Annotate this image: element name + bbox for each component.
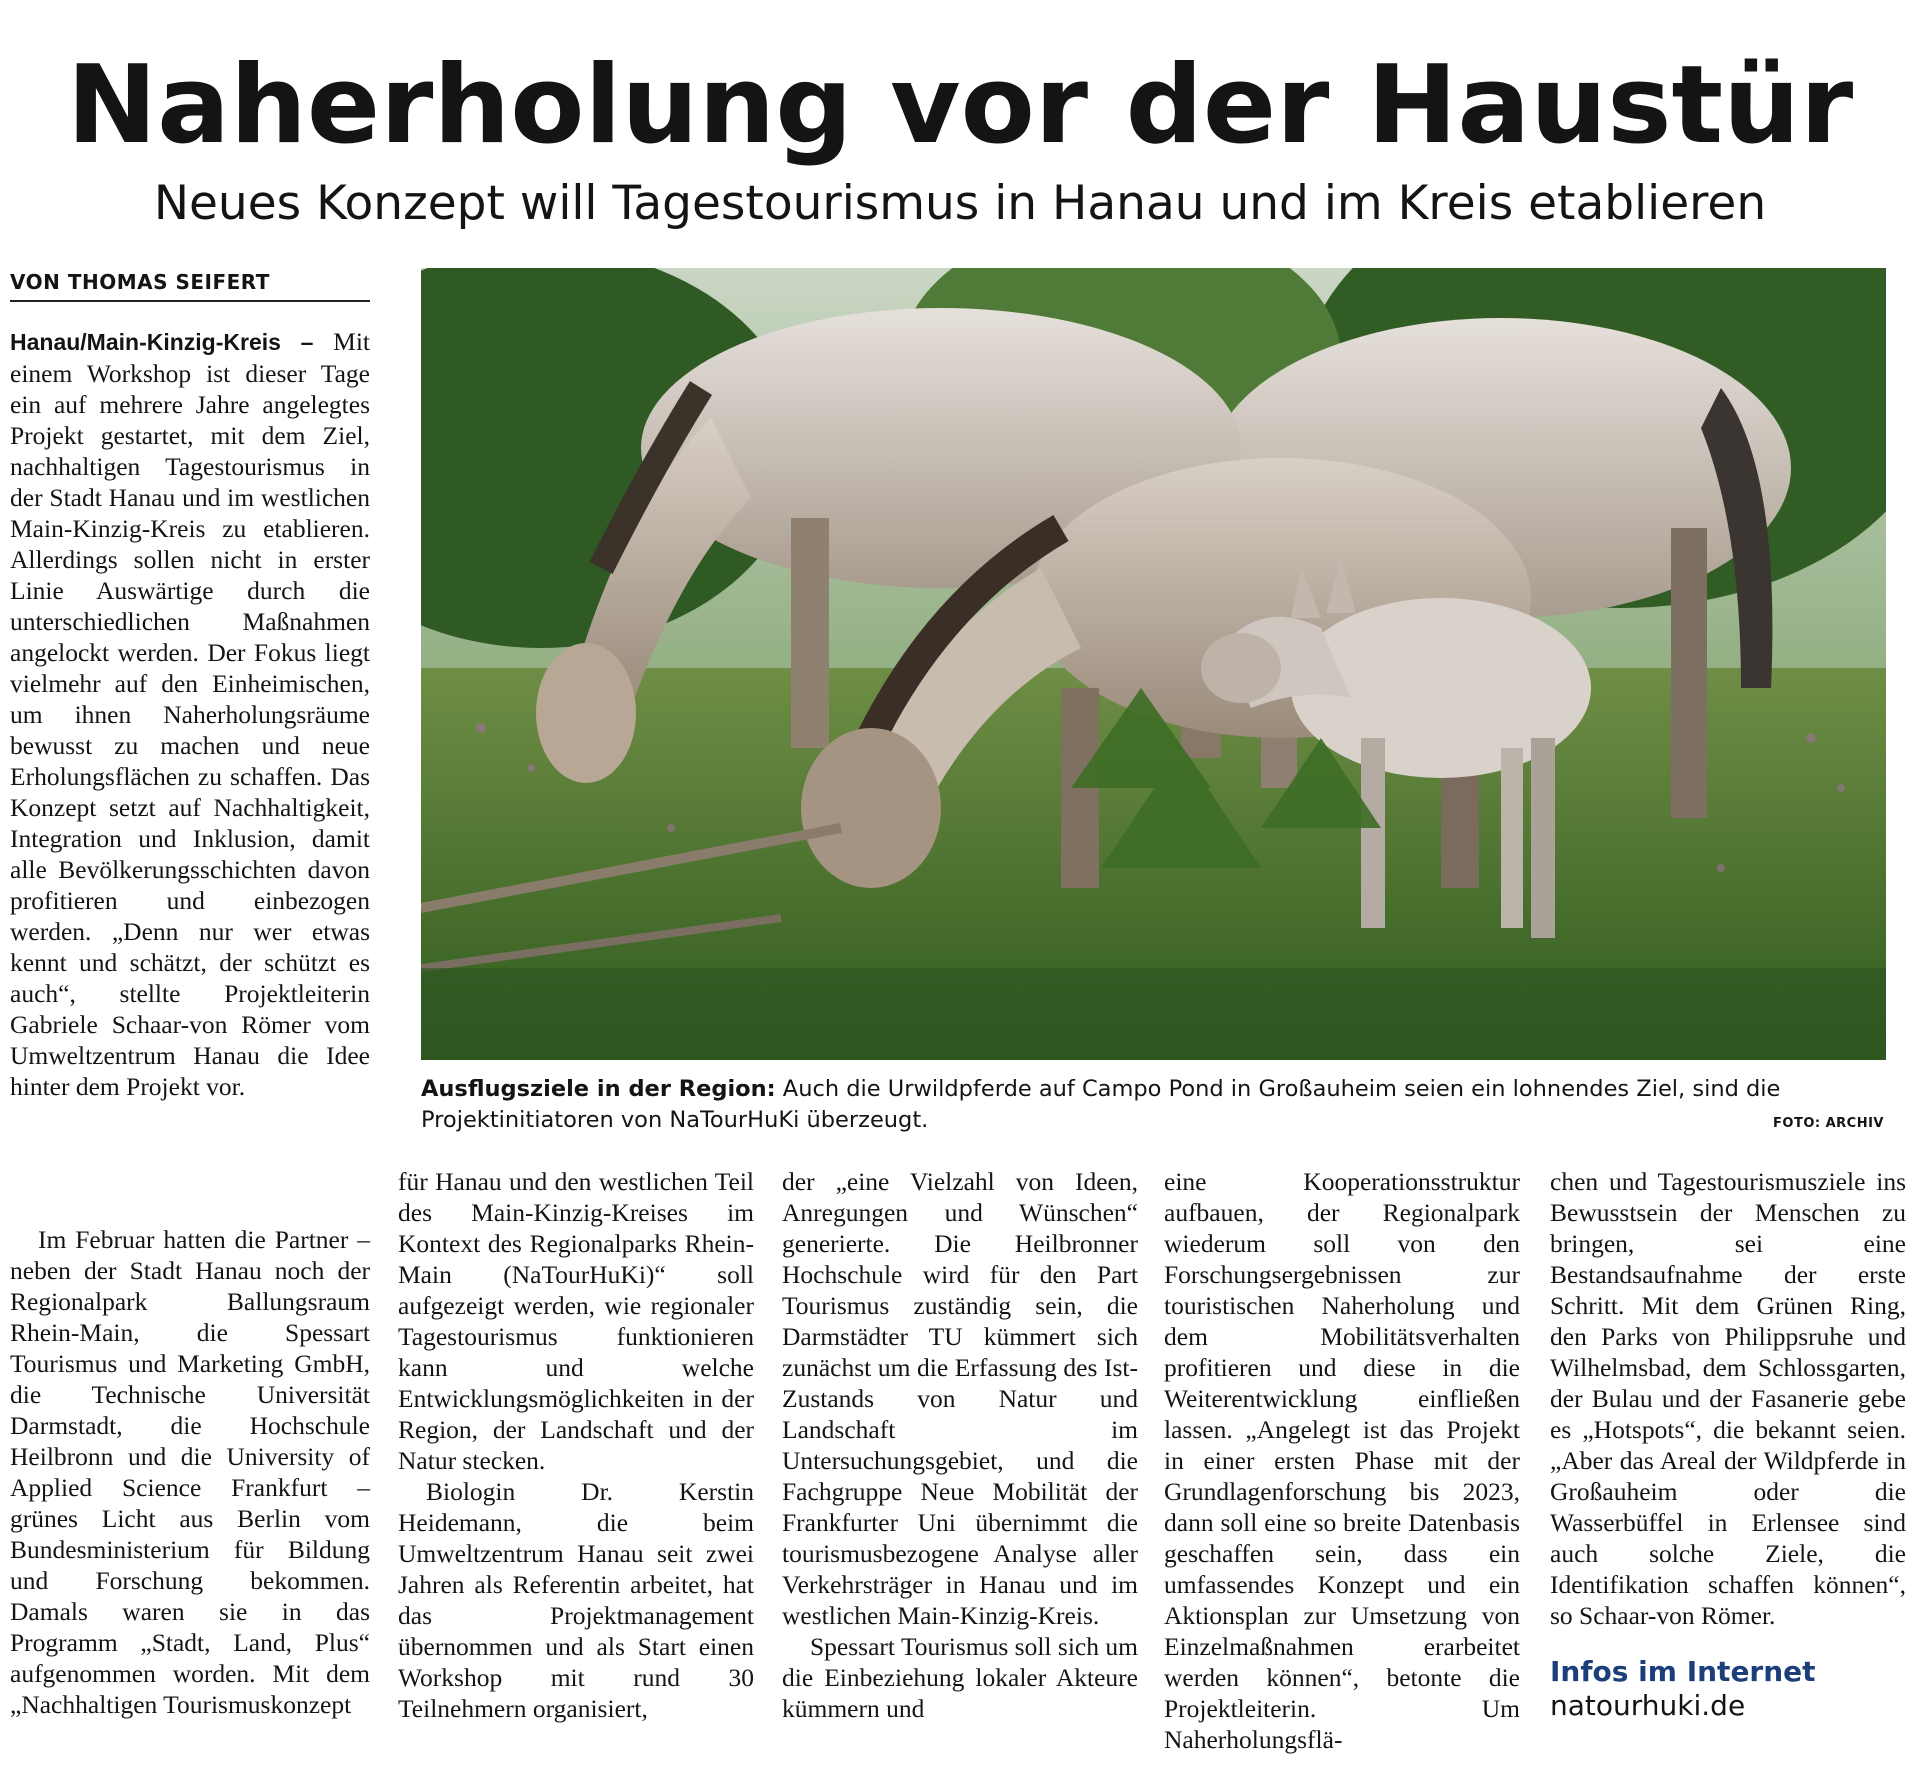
article-paragraph: eine Kooperationsstruktur aufbauen, der Regionalpark wiederum soll von den Forschungsergebnissen zur touristischen Naherholung und dem Mobilitätsverhalten profitieren und diese in die Weiterentwicklung einfließen lassen. „Angelegt ist das Projekt in einer ersten Phase mit der Grundlagenforschung bis 2023, dann soll eine so breite Datenbasis geschaffen sein, dass ein umfassendes Konzept und ein Aktionsplan zur Umsetzung von Einzelmaßnahmen erarbeitet werden können“, betonte die Projektleiterin. Um Naherholungsflä- [1164, 1167, 1520, 1754]
article-column-5 [1550, 1166, 1906, 1723]
photo-caption [421, 1074, 1886, 1136]
headline: Naherholung vor der Haustür [66, 43, 1854, 168]
article-paragraph: chen und Tagestourismusziele ins Bewusstsein der Menschen zu bringen, sei eine Bestandsaufnahme der erste Schritt. Mit dem Grünen Ring, den Parks von Philippsruhe und Wilhelmsbad, dem Schlossgarten, der Bulau und der Fasanerie gebe es „Hotspots“, die bekannt seien. „Aber das Areal der Wildpferde in Großauheim oder die Wasserbüffel in Erlensee sind auch solche Ziele, die Identifikation schaffen können“, so Schaar-von Römer. [1550, 1167, 1906, 1630]
byline: VON THOMAS SEIFERT [10, 268, 370, 302]
article-column-1b [10, 1224, 370, 1720]
article-paragraph: Im Februar hatten die Partner – neben der Stadt Hanau noch der Regionalpark Ballungsraum Rhein-Main, die Spessart Tourismus und Marketing GmbH, die Technische Universität Darmstadt, die Hochschule Heilbronn und die University of Applied Science Frankfurt – grünes Licht aus Berlin vom Bundesministerium für Bildung und Forschung bekommen. Damals waren sie in das Programm „Stadt, Land, Plus“ aufgenommen worden. Mit dem „Nachhaltigen Tourismuskonzept [10, 1225, 370, 1719]
article-column-3 [782, 1166, 1138, 1724]
subline: Neues Konzept will Tagestourismus in Hanau und im Kreis etablieren [153, 176, 1767, 231]
article-text: Mit einem Workshop ist dieser Tage ein auf mehrere Jahre angelegtes Projekt gestartet, mit dem Ziel, nachhaltigen Tagestourismus in der Stadt Hanau und im westlichen Main-Kinzig-Kreis zu etablieren. Allerdings sollen nicht in erster Linie Auswärtige durch die unterschiedlichen Maßnahmen angelockt werden. Der Fokus liegt vielmehr auf den Einheimischen, um ihnen Naherholungsräume bewusst zu machen und neue Erholungsflächen zu schaffen. Das Konzept setzt auf Nachhaltigkeit, Integration und Inklusion, damit alle Bevölkerungsschichten davon profitieren und einbezogen werden. „Denn nur wer etwas kennt und schätzt, der schützt es auch“, stellte Projektleiterin Gabriele Schaar-von Römer vom Umweltzentrum Hanau die Idee hinter dem Projekt vor. [10, 327, 370, 1101]
article-photo [421, 268, 1886, 1060]
caption-lead: Ausflugsziele in der Region: [421, 1076, 776, 1102]
dateline: Hanau/Main-Kinzig-Kreis – [10, 329, 314, 355]
caption-text: Auch die Urwildpferde auf Campo Pond in Großauheim seien ein lohnendes Ziel, sind die Projektinitiatoren von NaTourHuKi überzeugt. [421, 1076, 1781, 1133]
article-column-1a [10, 326, 370, 1102]
article-column-2 [398, 1166, 754, 1724]
infobox-link[interactable]: natourhuki.de [1550, 1689, 1746, 1722]
article-paragraph: Biologin Dr. Kerstin Heidemann, die beim Umweltzentrum Hanau seit zwei Jahren als Referentin arbeitet, hat das Projektmanagement übernommen und als Start einen Workshop mit rund 30 Teilnehmern organisiert, [398, 1477, 754, 1723]
wild-horses-photo [421, 268, 1886, 1060]
article-paragraph: Spessart Tourismus soll sich um die Einbeziehung lokaler Akteure kümmern und [782, 1632, 1138, 1723]
photo-credit: FOTO: ARCHIV [1773, 1116, 1884, 1131]
article-paragraph: der „eine Vielzahl von Ideen, Anregungen und Wünschen“ generierte. Die Heilbronner Hochschule wird für den Part Tourismus zuständig sein, die Darmstädter TU kümmert sich zunächst um die Erfassung des Ist-Zustands von Natur und Landschaft im Untersuchungsgebiet, und die Fachgruppe Neue Mobilität der Frankfurter Uni übernimmt die tourismusbezogene Analyse aller Verkehrsträger in Hanau und im westlichen Main-Kinzig-Kreis. [782, 1167, 1138, 1630]
infobox-heading: Infos im Internet [1550, 1655, 1816, 1688]
article-column-4 [1164, 1166, 1520, 1755]
article-paragraph: für Hanau und den westlichen Teil des Main-Kinzig-Kreises im Kontext des Regionalparks Rhein-Main (NaTourHuKi)“ soll aufgezeigt werden, wie regionaler Tagestourismus funktionieren kann und welche Entwicklungsmöglichkeiten in der Region, der Landschaft und der Natur stecken. [398, 1167, 754, 1475]
article-paragraph [10, 326, 370, 1102]
